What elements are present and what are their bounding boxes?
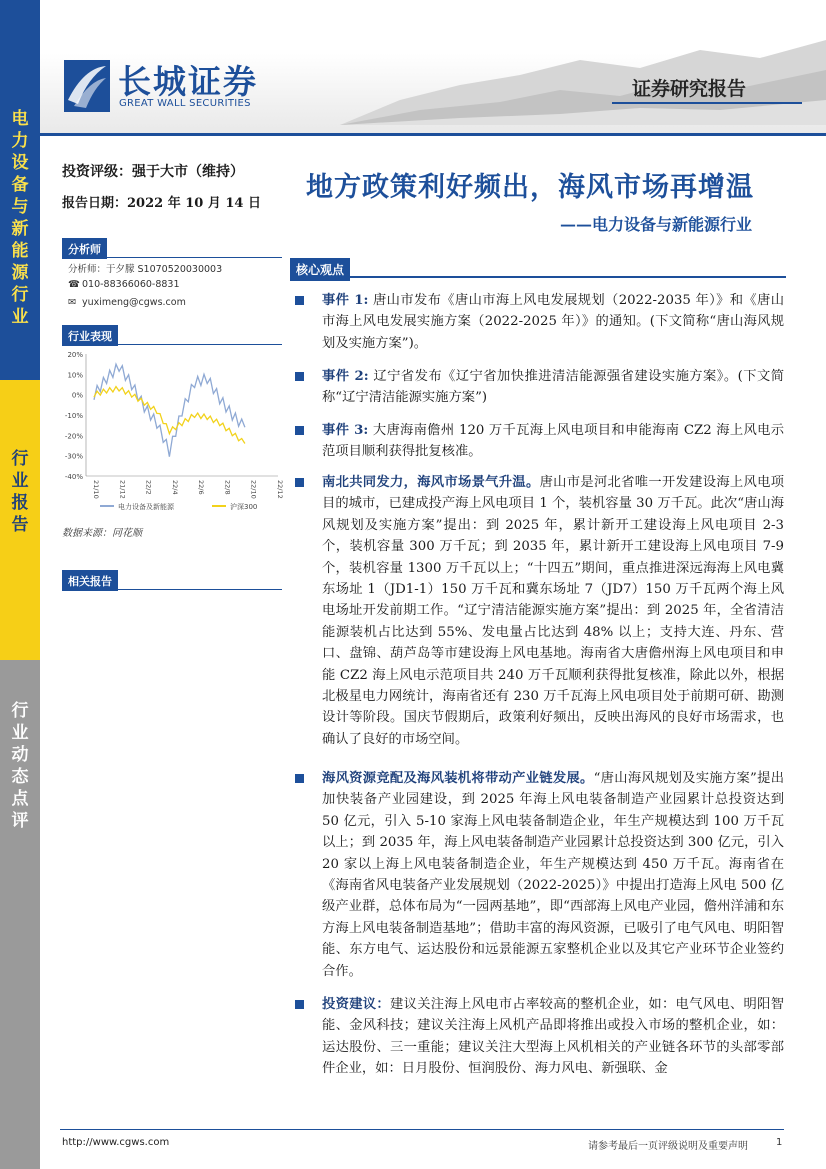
x-tick-label: 22/4 (170, 480, 179, 495)
mail-icon: ✉ (68, 297, 76, 308)
y-tick-label: 10% (67, 371, 83, 380)
report-title: 地方政策利好频出，海风市场再增温 (306, 172, 754, 203)
analyst-phone: 010-88366060-8831 (82, 279, 180, 290)
x-tick-label: 21/10 (92, 480, 100, 499)
logo-text: 长城证券 (118, 62, 258, 101)
series-line-1 (94, 364, 245, 457)
analyst-section-header (62, 238, 282, 258)
industry-chain-text: “唐山海风规划及实施方案”提出加快装备产业园建设，到 2025 年海上风电装备制造产业园累计总投资达到 50 亿元，引入 5-10 家海上风电装备制造企业，年生产规模达到 100 万千瓦以上；到 2035 年，海上风电装备制造产业园累计总投资达到 300 亿元，引入 20 家以上海上风电装备制造企业，年生产规模达到 450 万千瓦。海南省在《海南省风电装备产业发展规划（2022-2025）》中提出打造海上风电 500 亿级产业群，总体布局为“一园两基地”，即“西部海上风电产业园，儋州洋浦和东方海上风电装备制造基地”；借助丰富的海风资源，已吸引了电气风电、明阳智能、东方电气、运达股份和远景能源五家整机企业以及其它产业环节企业签约合作。 (322, 771, 784, 979)
x-tick-label: 22/6 (197, 480, 206, 495)
sidebar-report-label: 行 业 报 告 (11, 449, 29, 535)
chart-source: 数据来源：同花顺 (62, 528, 142, 539)
sidebar-type-label: 行 业 动 态 点 评 (11, 701, 29, 831)
logo-english-text: GREAT WALL SECURITIES (119, 98, 251, 109)
x-tick-label: 21/12 (118, 480, 127, 499)
footer-disclaimer: 请参考最后一页评级说明及重要声明 (588, 1141, 748, 1152)
y-tick-label: -10% (64, 412, 83, 420)
event-2-paragraph (322, 366, 784, 409)
legend-label: 沪深300 (230, 503, 258, 511)
bullet-icon (295, 296, 304, 305)
event-3-paragraph (322, 420, 784, 463)
investment-advice-text: 建议关注海上风电市占率较高的整机企业，如：电气风电、明阳智能、金风科技；建议关注海上风机产品即将推出或投入市场的整机企业，如：运达股份、三一重能；建议关注大型海上风机相关的产业链各环节的头部零部件企业，如：日月股份、恒润股份、海力风电、新强联、金 (322, 997, 785, 1077)
core-view-header (290, 258, 786, 278)
market-lead: 南北共同发力，海风市场景气升温。 (322, 475, 540, 490)
performance-section-label: 行业表现 (62, 325, 118, 346)
analyst-email[interactable]: yuximeng@cgws.com (82, 297, 186, 308)
analyst-phone-row (68, 279, 180, 290)
event-2-text: 辽宁省发布《辽宁省加快推进清洁能源强省建设实施方案》。(下文简称“辽宁清洁能源实施方案”) (322, 369, 784, 406)
related-reports-label: 相关报告 (62, 570, 118, 591)
investment-advice-paragraph (322, 994, 784, 1080)
market-text: 唐山市是河北省唯一开发建设海上风电项目的城市，已建成投产海上风电项目 1 个，装机容量 30 万千瓦。此次“唐山海风规划及实施方案”提出：到 2025 年，累计新开工建设海上风电项目 2-3 个，装机容量 300 万千瓦；到 2035 年，累计新开工建设海上风电项目 7-9 个，装机容量 1300 万千瓦以上；“十四五”期间，重点推进深远海海上风电冀东场址 1（JD1-1）150 万千瓦和冀东场址 7（JD7）150 万千瓦两个海上风电场址开发前期工作。“辽宁清洁能源实施方案”提出：到 2025 年，全省清洁能源装机占比达到 55%、发电量占比达到 48% 以上；支持大连、丹东、营口、盘锦、葫芦岛等市建设海上风电基地。海南省大唐儋州海上风电项目和申能 CZ2 海上风电示范项目共 240 万千瓦顺利获得批复核准，除此以外，根据北极星电力网统计，海南省还有 230 万千瓦海上风电项目处于前期可研、勘测设计等阶段。国庆节假期后，政策利好频出，反映出海风的良好市场需求，也确认了良好的市场空间。 (322, 475, 785, 747)
legend-label: 电力设备及新能源 (118, 503, 174, 511)
logo-mark-icon (64, 60, 110, 112)
footer-url[interactable]: http://www.cgws.com (62, 1137, 170, 1148)
event-1-paragraph (322, 290, 784, 354)
report-type-title: 证券研究报告 (632, 78, 747, 100)
x-tick-label: 22/10 (249, 480, 258, 499)
bullet-icon (295, 426, 304, 435)
y-tick-label: -20% (64, 432, 83, 441)
industry-performance-chart (60, 348, 286, 518)
sidebar-industry-label: 电 力 设 备 与 新 能 源 行 业 (11, 109, 29, 327)
header-divider (40, 133, 826, 136)
analyst-section-label: 分析师 (62, 238, 107, 259)
phone-icon: ☎ (68, 279, 80, 290)
report-subtitle: ——电力设备与新能源行业 (560, 215, 753, 234)
y-tick-label: -30% (64, 452, 83, 461)
bullet-icon (295, 478, 304, 487)
event-3-text: 大唐海南儋州 120 万千瓦海上风电项目和申能海南 CZ2 海上风电示范项目顺利获得批复核准。 (322, 423, 784, 460)
event-1-text: 唐山市发布《唐山市海上风电发展规划（2022-2035 年）》和《唐山市海上风电发展实施方案（2022-2025 年）》的通知。(下文简称“唐山海风规划及实施方案”)。 (322, 293, 784, 351)
great-wall-illustration (340, 30, 826, 125)
industry-chain-paragraph (322, 768, 784, 982)
bullet-icon (295, 1000, 304, 1009)
event-3-lead: 事件 3: (322, 423, 369, 438)
investment-rating: 投资评级：强于大市（维持） (62, 164, 244, 180)
x-tick-label: 22/12 (276, 480, 284, 499)
y-tick-label: -40% (64, 473, 83, 481)
bullet-icon (295, 774, 304, 783)
page-number: 1 (776, 1137, 783, 1148)
event-2-lead: 事件 2: (322, 369, 369, 384)
y-tick-label: 0% (71, 391, 83, 400)
event-1-lead: 事件 1: (322, 293, 369, 308)
performance-section-header (62, 325, 282, 345)
analyst-email-row (68, 297, 186, 308)
analyst-name: 分析师：于夕朦 S1070520030003 (68, 264, 223, 275)
footer-divider (60, 1129, 784, 1130)
core-view-label: 核心观点 (290, 258, 350, 281)
y-tick-label: 20% (67, 351, 83, 359)
report-date: 报告日期：2022 年 10 月 14 日 (62, 196, 261, 211)
bullet-icon (295, 372, 304, 381)
market-paragraph (322, 472, 784, 750)
divider (612, 102, 802, 104)
investment-advice-lead: 投资建议： (322, 997, 390, 1012)
x-tick-label: 22/2 (144, 480, 153, 495)
x-tick-label: 22/8 (223, 480, 232, 495)
industry-chain-lead: 海风资源竞配及海风装机将带动产业链发展。 (322, 771, 594, 786)
series-line-2 (94, 387, 245, 444)
related-reports-header (62, 570, 282, 590)
